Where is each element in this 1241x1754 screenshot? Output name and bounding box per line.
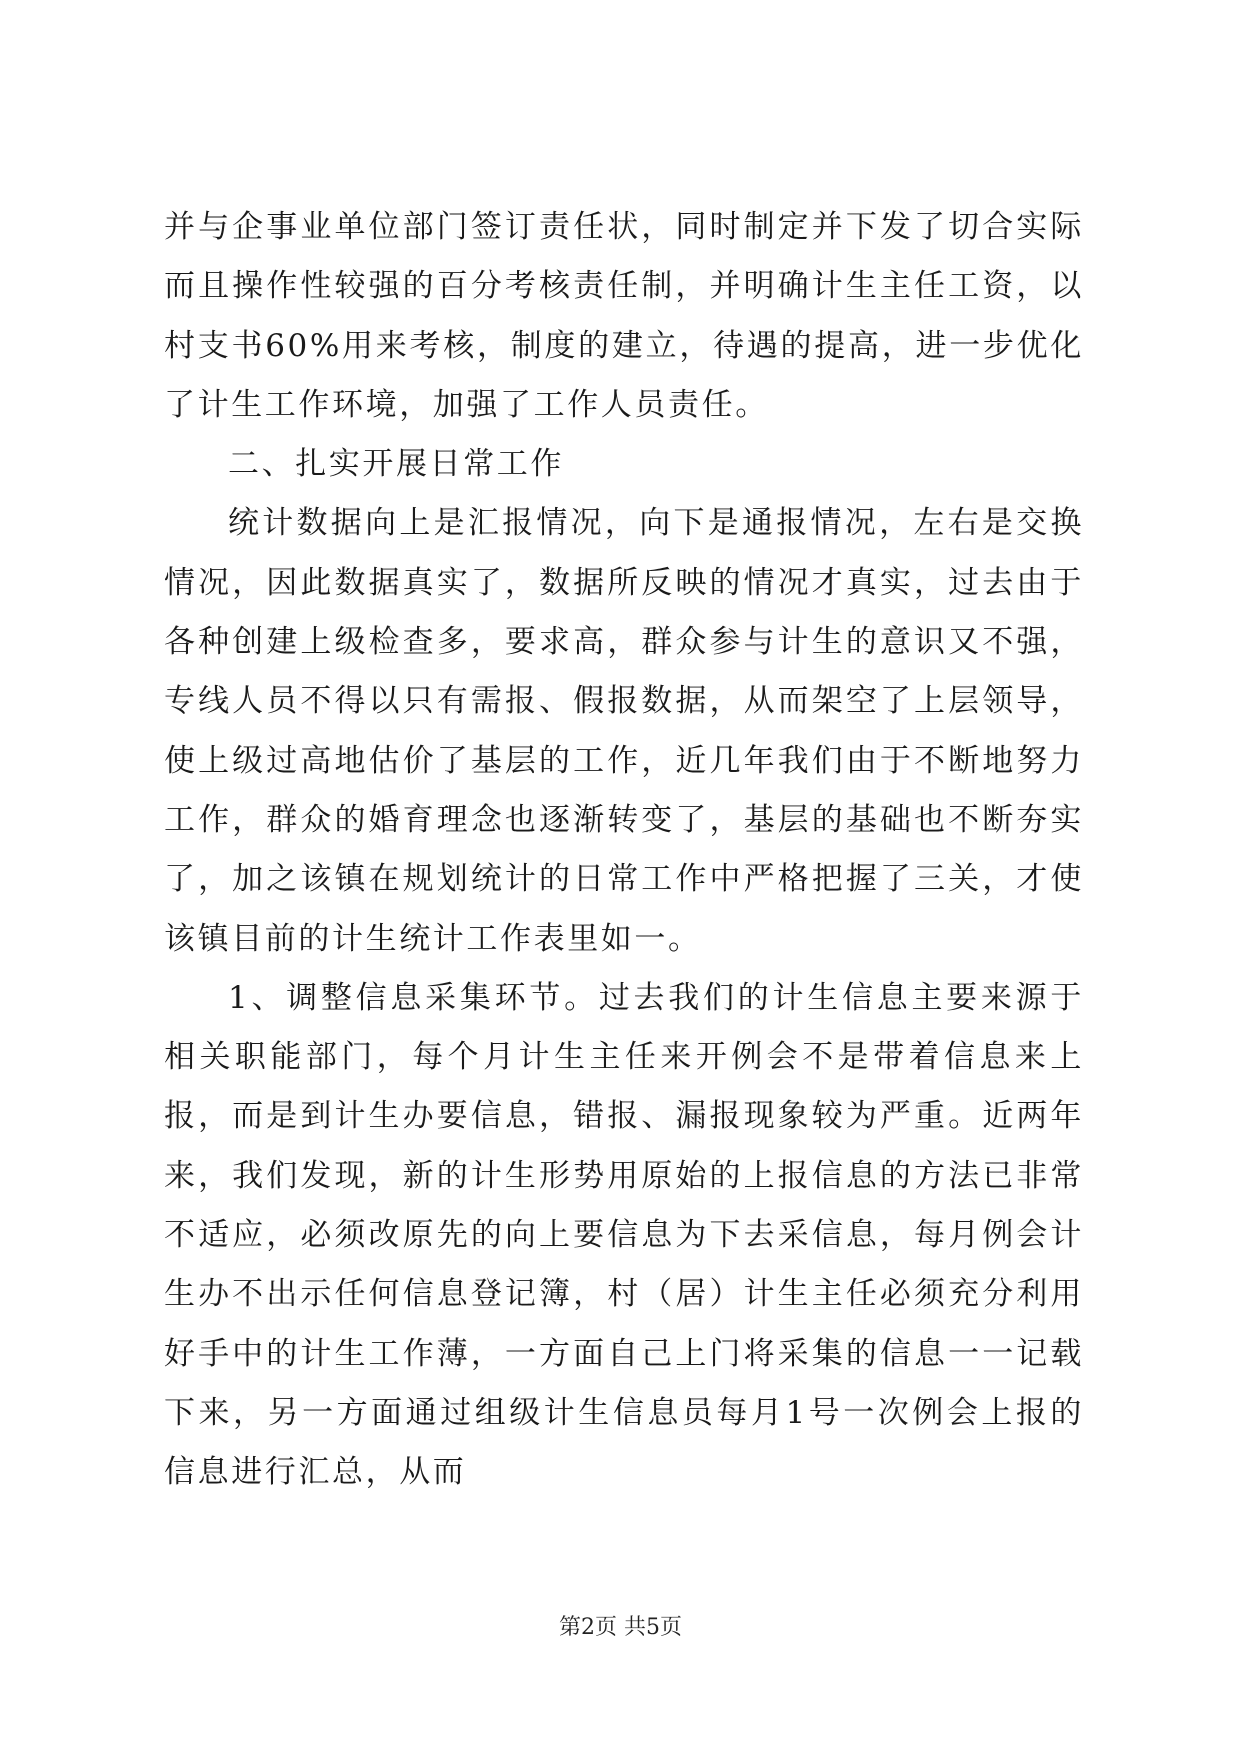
paragraph-info-collection: 1、调整信息采集环节。过去我们的计生信息主要来源于相关职能部门，每个月计生主任来开例会不是带着信息来上报，而是到计生办要信息，错报、漏报现象较为严重。近两年来，我们发现，新的计生形势用原始的上报信息的方法已非常不适应，必须改原先的向上要信息为下去采信息，每月例会计生办不出示任何信息登记簿，村（居）计生主任必须充分利用好手中的计生工作薄，一方面自己上门将采集的信息一一记载下来，另一方面通过组级计生信息员每月1号一次例会上报的信息进行汇总，从而 <box>164 979 1084 1491</box>
section-heading-daily-work: 二、扎实开展日常工作 <box>228 446 564 483</box>
paragraph-responsibility: 并与企事业单位部门签订责任状，同时制定并下发了切合实际而且操作性较强的百分考核责任制，并明确计生主任工资，以村支书60%用来考核，制度的建立，待遇的提高，进一步优化了计生工作环境，加强了工作人员责任。 <box>164 209 1084 423</box>
paragraph-statistics-data: 统计数据向上是汇报情况，向下是通报情况，左右是交换情况，因此数据真实了，数据所反映的情况才真实，过去由于各种创建上级检查多，要求高，群众参与计生的意识又不强，专线人员不得以只有需报、假报数据，从而架空了上层领导，使上级过高地估价了基层的工作，近几年我们由于不断地努力工作，群众的婚育理念也逐渐转变了，基层的基础也不断夯实了，加之该镇在规划统计的日常工作中严格把握了三关，才使该镇目前的计生统计工作表里如一。 <box>164 505 1084 957</box>
page-number-footer: 第2页 共5页 <box>559 1615 682 1640</box>
document-body <box>164 198 1084 1503</box>
